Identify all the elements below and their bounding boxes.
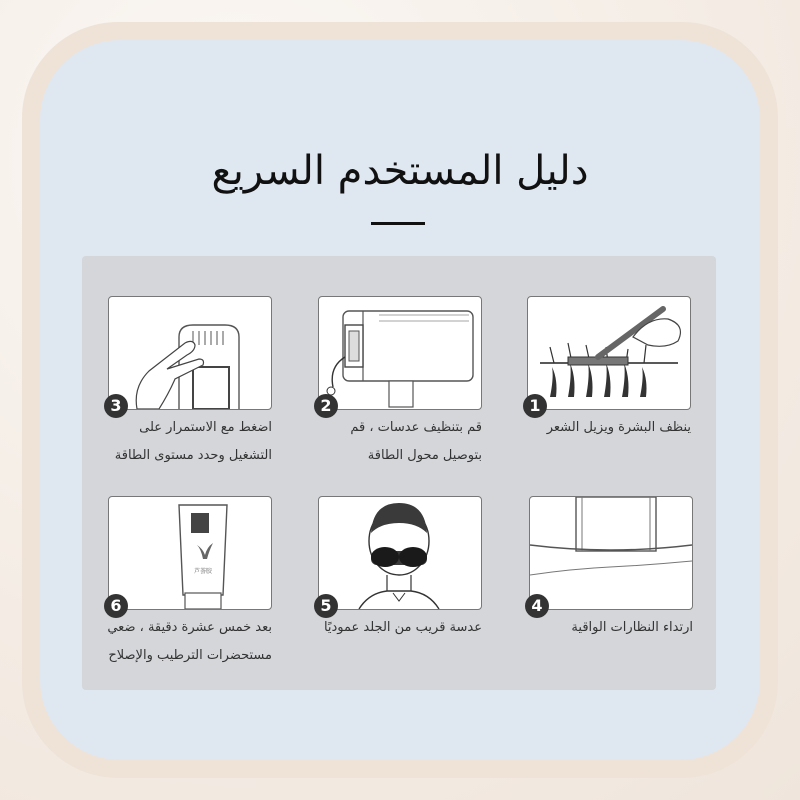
step-caption-line1: قم بتنظيف عدسات ، قم xyxy=(350,420,482,435)
person-goggles-icon xyxy=(318,496,482,610)
page-title: دليل المستخدم السريع xyxy=(211,148,589,194)
step-caption-line2: التشغيل وحدد مستوى الطاقة xyxy=(114,448,272,463)
step-caption-line1: بعد خمس عشرة دقيقة ، ضعي xyxy=(107,620,272,635)
step-number-badge: 2 xyxy=(314,394,338,418)
title-divider xyxy=(371,222,425,225)
aloe-gel-tube-icon xyxy=(108,496,272,610)
step-number-badge: 3 xyxy=(104,394,128,418)
device-power-adapter-icon xyxy=(318,296,482,410)
step-number-badge: 5 xyxy=(314,594,338,618)
step-number-badge: 6 xyxy=(104,594,128,618)
step-caption-line2: بتوصيل محول الطاقة xyxy=(367,448,482,463)
step-number-badge: 1 xyxy=(523,394,547,418)
step-caption-line1: اضغط مع الاستمرار على xyxy=(139,420,272,435)
tube-label: 芦荟胶 xyxy=(193,568,213,575)
device-on-skin-icon xyxy=(529,496,693,610)
step-caption-line1: ارتداء النظارات الواقية xyxy=(571,620,693,635)
step-number-badge: 4 xyxy=(525,594,549,618)
hand-press-button-icon xyxy=(108,296,272,410)
razor-shaving-icon xyxy=(527,296,691,410)
step-caption-line1: ينظف البشرة ويزيل الشعر xyxy=(546,420,691,435)
step-caption-line2: مستحضرات الترطيب والإصلاح xyxy=(108,648,272,663)
step-caption-line1: عدسة قريب من الجلد عموديًا xyxy=(323,620,482,635)
